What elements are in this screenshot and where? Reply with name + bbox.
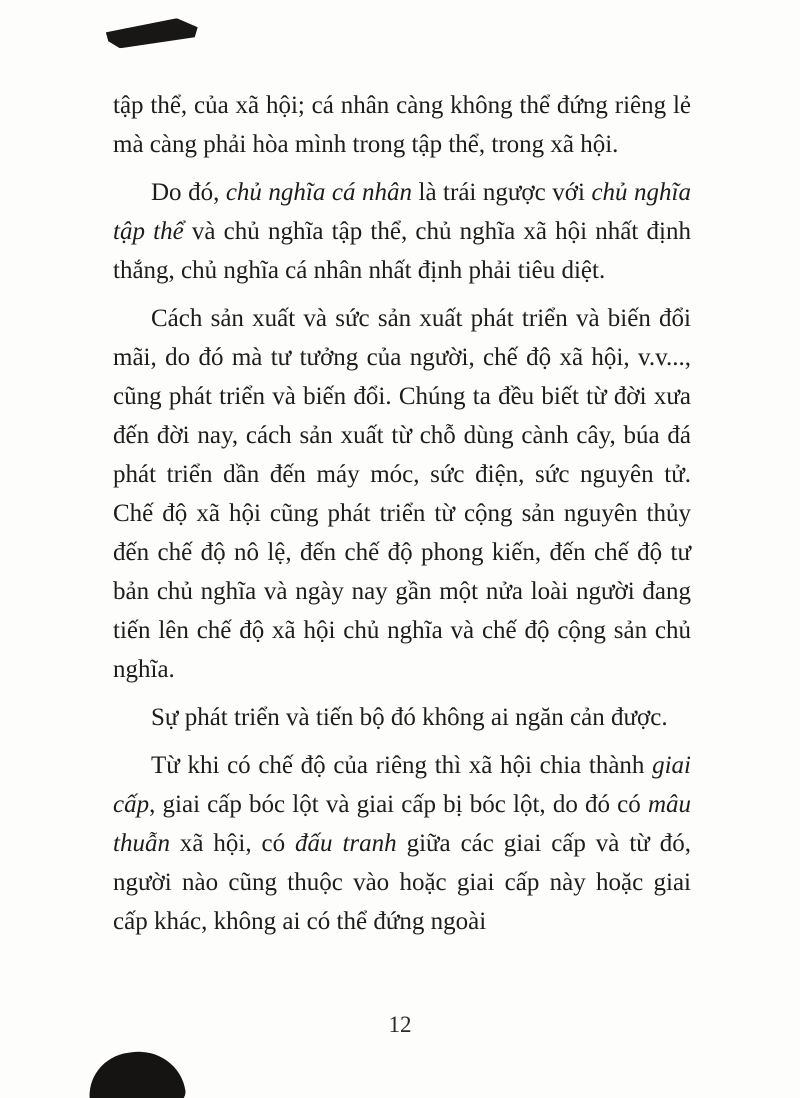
italic-text-run: giai cấp	[113, 752, 691, 818]
paragraph	[113, 173, 691, 290]
text-run: giữa các giai cấp và từ đó, người nào cũng thuộc vào hoặc giai cấp này hoặc giai cấp khác, không ai có thể đứng ngoài	[113, 830, 691, 935]
text-run: Sự phát triển và tiến bộ đó không ai ngăn cản được.	[151, 704, 668, 731]
scan-artifact-bottom-icon	[84, 1046, 188, 1098]
italic-text-run: mâu thuẫn	[113, 791, 691, 857]
italic-text-run: chủ nghĩa tập thể	[113, 179, 691, 245]
text-run: Do đó,	[151, 179, 226, 206]
page-number: 12	[388, 1012, 412, 1037]
text-run: , giai cấp bóc lột và giai cấp bị bóc lột, do đó có	[149, 791, 648, 818]
text-block	[113, 86, 691, 950]
paragraph	[113, 86, 691, 164]
paragraph	[113, 698, 691, 737]
italic-text-run: chủ nghĩa cá nhân	[225, 179, 412, 206]
text-run: Từ khi có chế độ của riêng thì xã hội chia thành	[151, 752, 653, 779]
italic-text-run: đấu tranh	[295, 830, 397, 857]
paragraph	[113, 299, 691, 689]
paragraph	[113, 746, 691, 941]
scan-artifact-top-icon	[105, 17, 199, 49]
text-run: tập thể, của xã hội; cá nhân càng không thể đứng riêng lẻ mà càng phải hòa mình trong tập thể, trong xã hội.	[113, 92, 691, 158]
text-run: Cách sản xuất và sức sản xuất phát triển và biến đổi mãi, do đó mà tư tưởng của người, chế độ xã hội, v.v..., cũng phát triển và biến đổi. Chúng ta đều biết từ đời xưa đến đời nay, cách sản xuất từ chỗ dùng cành cây, búa đá phát triển dần đến máy móc, sức điện, sức nguyên tử. Chế độ xã hội cũng phát triển từ cộng sản nguyên thủy đến chế độ nô lệ, đến chế độ phong kiến, đến chế độ tư bản chủ nghĩa và ngày nay gần một nửa loài người đang tiến lên chế độ xã hội chủ nghĩa và chế độ cộng sản chủ nghĩa.	[113, 305, 691, 683]
text-run: xã hội, có	[169, 830, 296, 857]
text-run: là trái ngược với	[412, 179, 592, 206]
text-run: và chủ nghĩa tập thể, chủ nghĩa xã hội nhất định thắng, chủ nghĩa cá nhân nhất định phải tiêu diệt.	[113, 218, 691, 284]
